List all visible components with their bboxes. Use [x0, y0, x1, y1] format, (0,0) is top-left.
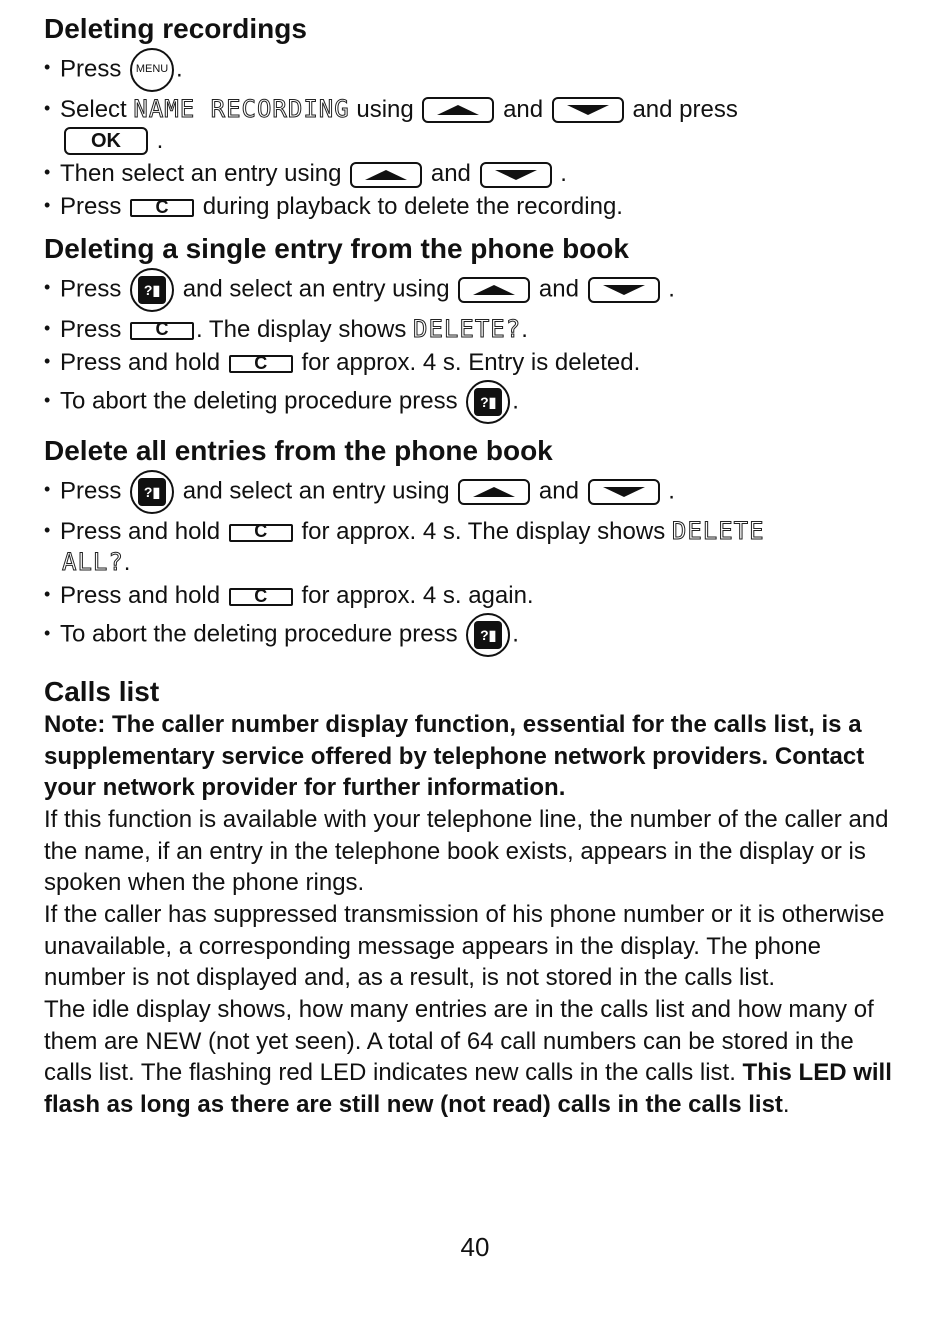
section-title: Calls list — [44, 676, 160, 708]
bullet-item: • Press ?▮ and select an entry using and . — [44, 268, 894, 312]
phone-book-icon: ?▮ — [130, 268, 174, 312]
phone-book-icon: ?▮ — [466, 380, 510, 424]
bullet-item: • Press and hold C for approx. 4 s. The display shows DELETE ALL?. — [44, 516, 765, 577]
phone-book-icon: ?▮ — [130, 470, 174, 514]
up-arrow-icon — [458, 479, 530, 505]
c-button-icon: C — [130, 199, 194, 217]
lcd-text: DELETE — [671, 516, 765, 545]
note-paragraph: Note: The caller number display function, essential for the calls list, is a supplementary service offered by telephone network providers. Contact your network provider for further information. — [44, 711, 865, 802]
paragraph: If the caller has suppressed transmission of his phone number or it is otherwise unavailable, a corresponding message appears in the display. The phone number is not displayed and, as a result, is not stored in the calls list. — [44, 901, 885, 992]
bullet-item: • Press C . The display shows DELETE?. — [44, 314, 528, 343]
down-arrow-icon — [552, 97, 624, 123]
bullet-item: • Then select an entry using and . — [44, 159, 567, 187]
bullet-item: • To abort the deleting procedure press ?▮ . — [44, 613, 894, 657]
manual-page — [44, 12, 894, 1131]
bullet-item: • Press and hold C for approx. 4 s. Entry is deleted. — [44, 349, 641, 377]
section-title: Deleting recordings — [44, 13, 307, 44]
c-button-icon: C — [229, 355, 293, 373]
paragraph: The idle display shows, how many entries are in the calls list and how many of them are NEW (not yet seen). A total of 64 call numbers can be stored in the calls list. The flashing red LED indicates new calls in the calls list. This LED will flash as long as there are still new (not read) calls in the calls list. — [44, 996, 892, 1119]
up-arrow-icon — [458, 277, 530, 303]
bullet-item: • Select NAME RECORDING using and and press OK . — [44, 94, 738, 154]
up-arrow-icon — [422, 97, 494, 123]
menu-button-icon: MENU — [130, 48, 174, 92]
bullet-item: • To abort the deleting procedure press ?▮ . — [44, 380, 894, 424]
section-calls-list — [44, 675, 894, 1120]
c-button-icon: C — [229, 588, 293, 606]
bullet-item: • Press C during playback to delete the recording. — [44, 193, 623, 221]
section-title: Deleting a single entry from the phone book — [44, 233, 629, 265]
ok-button-icon: OK — [64, 127, 148, 155]
up-arrow-icon — [350, 162, 422, 188]
lcd-text: ALL? — [62, 548, 124, 577]
down-arrow-icon — [588, 479, 660, 505]
section-deleting-single-entry — [44, 232, 894, 424]
down-arrow-icon — [480, 162, 552, 188]
section-deleting-recordings — [44, 12, 894, 222]
phone-book-icon: ?▮ — [466, 613, 510, 657]
lcd-text: NAME RECORDING — [133, 94, 350, 123]
paragraph: If this function is available with your telephone line, the number of the caller and the name, if an entry in the telephone book exists, appears in the display or is spoken when the phone rings. — [44, 806, 889, 897]
c-button-icon: C — [130, 322, 194, 340]
bullet-item: • Press MENU . — [44, 48, 894, 92]
bullet-item: • Press ?▮ and select an entry using and . — [44, 470, 894, 514]
page-number: 40 — [460, 1232, 490, 1262]
c-button-icon: C — [229, 524, 293, 542]
section-delete-all-entries — [44, 434, 894, 657]
lcd-text: DELETE? — [413, 314, 522, 343]
bullet-item: • Press and hold C for approx. 4 s. again. — [44, 582, 534, 610]
section-title: Delete all entries from the phone book — [44, 435, 553, 467]
down-arrow-icon — [588, 277, 660, 303]
